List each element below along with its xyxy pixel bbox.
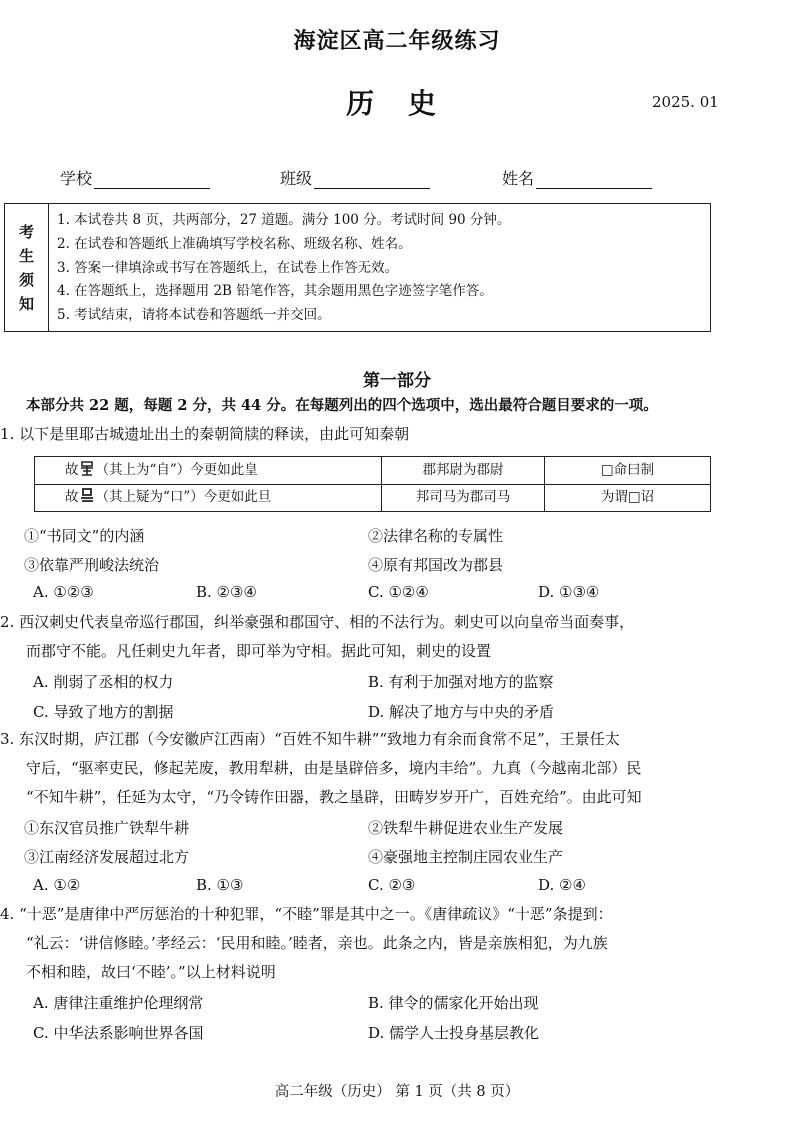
statement: ②铁犁牛耕促进农业生产发展 <box>368 819 564 837</box>
statement: ②法律名称的专属性 <box>368 527 504 545</box>
option-d: D. 儒学人士投身基层教化 <box>368 1024 540 1042</box>
option-a: A. 削弱了丞相的权力 <box>33 673 174 691</box>
ancient-character-glyph-2 <box>79 487 95 503</box>
option-d: D. ②④ <box>538 876 586 894</box>
class-blank <box>314 170 430 189</box>
question-2-stem-cont: 而郡守不能。凡任刺史九年者，即可举为守相。据此可知，刺史的设置 <box>26 642 492 660</box>
table-cell: 邦司马为郡司马 <box>382 484 545 512</box>
part-title: 第一部分 <box>363 371 431 391</box>
exam-title: 海淀区高二年级练习 <box>293 28 501 54</box>
statement: ③江南经济发展超过北方 <box>24 848 190 866</box>
table-cell: 为谓□诏 <box>545 484 711 512</box>
notice-item: 3. 答案一律填涂或书写在答题纸上，在试卷上作答无效。 <box>57 259 399 276</box>
notice-item: 4. 在答题纸上，选择题用 2B 铅笔作答，其余题用黑色字迹签字笔作答。 <box>57 283 493 300</box>
option-b: B. 律令的儒家化开始出现 <box>368 994 539 1012</box>
name-field <box>502 166 652 189</box>
statement: ④豪强地主控制庄园农业生产 <box>368 848 564 866</box>
table-cell: 故 （其上为“自”）今更如此皇 <box>35 457 382 485</box>
notice-side-label: 考 生 须 知 <box>5 204 49 331</box>
ancient-character-glyph-1 <box>79 460 95 476</box>
exam-notice-box <box>4 203 711 332</box>
subject-title: 历 史 <box>346 87 448 120</box>
school-label: 学校 <box>60 169 93 188</box>
question-4-stem-cont: 不相和睦，故曰‘不睦’。”以上材料说明 <box>26 963 276 981</box>
option-b: B. 有利于加强对地方的监察 <box>368 673 554 691</box>
option-c: C. ②③ <box>368 876 416 894</box>
page-footer: 高二年级（历史） 第 1 页（共 8 页） <box>274 1084 520 1100</box>
question-4-stem: 4. “十恶”是唐律中严厉惩治的十种犯罪，“不睦”罪是其中之一。《唐律疏议》“十恶”条提到： <box>0 905 613 923</box>
option-a: A. 唐律注重维护伦理纲常 <box>33 994 204 1012</box>
part-intro: 本部分共 22 题，每题 2 分，共 44 分。在每题列出的四个选项中，选出最符合题目要求的一项。 <box>26 397 658 414</box>
option-c: C. 中华法系影响世界各国 <box>33 1024 204 1042</box>
notice-item: 2. 在试卷和答题纸上准确填写学校名称、班级名称、姓名。 <box>57 235 412 252</box>
question-3-stem: 3. 东汉时期，庐江郡（今安徽庐江西南）“百姓不知牛耕”“致地力有余而食常不足”，王景任太 <box>0 730 620 748</box>
table-cell: 郡邦尉为郡尉 <box>382 457 545 485</box>
question-3-stem-cont: “不知牛耕”，任延为太守，“乃令铸作田器，教之垦辟，田畴岁岁开广，百姓充给”。由此可知 <box>26 788 642 806</box>
statement: ③依靠严刑峻法统治 <box>24 556 160 574</box>
option-d: D. ①③④ <box>538 583 600 601</box>
option-c: C. 导致了地方的割据 <box>33 703 174 721</box>
option-b: B. ①③ <box>196 876 244 894</box>
notice-list <box>49 204 510 331</box>
class-field <box>280 166 430 189</box>
question-1-source-table <box>34 456 711 512</box>
school-field <box>60 166 210 189</box>
notice-item: 1. 本试卷共 8 页，共两部分，27 道题。满分 100 分。考试时间 90 分钟。 <box>57 212 511 228</box>
school-blank <box>94 170 210 189</box>
option-d: D. 解决了地方与中央的矛盾 <box>368 703 555 721</box>
table-cell: □命曰制 <box>545 457 711 485</box>
statement: ④原有邦国改为郡县 <box>368 556 504 574</box>
name-label: 姓名 <box>502 169 535 188</box>
statement: ①东汉官员推广铁犁牛耕 <box>24 819 190 837</box>
question-4-stem-cont: “礼云：‘讲信修睦。’孝经云：‘民用和睦。’睦者，亲也。此条之内，皆是亲族相犯，为九族 <box>26 934 608 952</box>
question-2-stem: 2. 西汉刺史代表皇帝巡行郡国，纠举豪强和郡国守、相的不法行为。刺史可以向皇帝当面奏事， <box>0 613 635 631</box>
option-a: A. ①② <box>33 876 81 894</box>
table-cell: 故 （其上疑为“口”）今更如此旦 <box>35 484 382 512</box>
option-a: A. ①②③ <box>33 583 94 601</box>
statement: ①“书同文”的内涵 <box>24 527 145 545</box>
notice-item: 5. 考试结束，请将本试卷和答题纸一并交回。 <box>57 307 331 324</box>
question-1-stem: 1. 以下是里耶古城遗址出土的秦朝简牍的释读，由此可知秦朝 <box>0 425 410 443</box>
class-label: 班级 <box>280 169 313 188</box>
option-b: B. ②③④ <box>196 583 257 601</box>
exam-date: 2025. 01 <box>652 93 719 111</box>
question-3-stem-cont: 守后，“驱率吏民，修起芜废，教用犁耕，由是垦辟倍多，境内丰给”。九真（今越南北部）民 <box>26 759 642 777</box>
name-blank <box>536 170 652 189</box>
option-c: C. ①②④ <box>368 583 429 601</box>
